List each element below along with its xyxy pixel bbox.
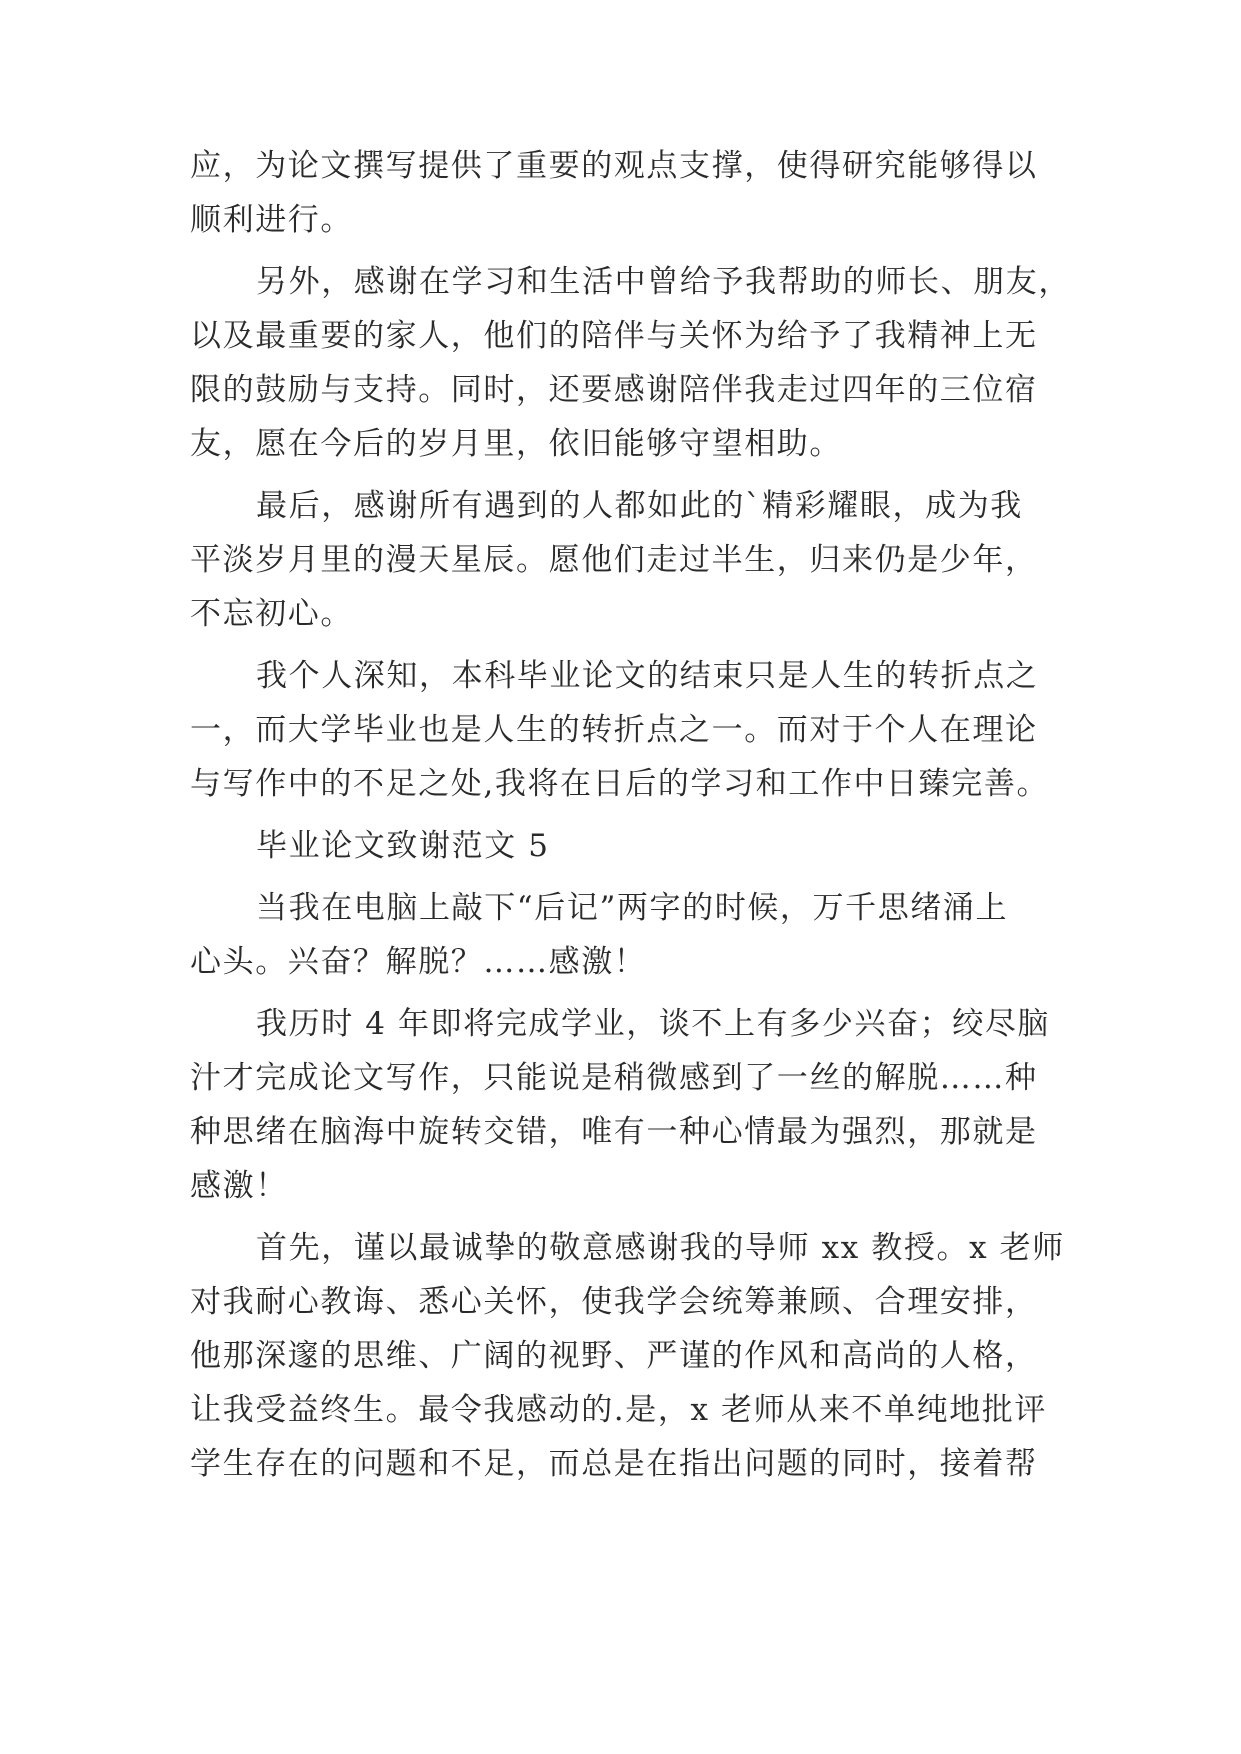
text-line: 一，而大学毕业也是人生的转折点之一。而对于个人在理论 [190, 712, 1038, 748]
paragraph-start-line: 另外，感谢在学习和生活中曾给予我帮助的师长、朋友， [256, 264, 1071, 300]
text-line: 友，愿在今后的岁月里，依旧能够守望相助。 [190, 426, 842, 462]
section-heading: 毕业论文致谢范文 5 [256, 828, 550, 864]
text-line: 对我耐心教诲、悉心关怀，使我学会统筹兼顾、合理安排， [190, 1284, 1038, 1320]
text-line: 心头。兴奋？解脱？……感激！ [190, 944, 647, 980]
text-line: 平淡岁月里的漫天星辰。愿他们走过半生，归来仍是少年， [190, 542, 1038, 578]
text-line: 学生存在的问题和不足，而总是在指出问题的同时，接着帮 [190, 1446, 1038, 1482]
text-line: 以及最重要的家人，他们的陪伴与关怀为给予了我精神上无 [190, 318, 1038, 354]
text-line: 顺利进行。 [190, 202, 353, 238]
text-line: 种思绪在脑海中旋转交错，唯有一种心情最为强烈，那就是 [190, 1114, 1038, 1150]
paragraph-start-line: 首先，谨以最诚挚的敬意感谢我的导师 xx 教授。x 老师 [256, 1230, 1065, 1266]
text-line: 他那深邃的思维、广阔的视野、严谨的作风和高尚的人格， [190, 1338, 1038, 1374]
text-line: 感激！ [190, 1168, 288, 1204]
paragraph-start-line: 最后，感谢所有遇到的人都如此的`精彩耀眼，成为我 [256, 488, 1023, 524]
text-line: 与写作中的不足之处,我将在日后的学习和工作中日臻完善。 [190, 766, 1050, 802]
paragraph-start-line: 当我在电脑上敲下“后记”两字的时候，万千思绪涌上 [256, 890, 1009, 926]
text-line: 不忘初心。 [190, 596, 353, 632]
text-line: 让我受益终生。最令我感动的.是，x 老师从来不单纯地批评 [190, 1392, 1047, 1428]
paragraph-start-line: 我个人深知，本科毕业论文的结束只是人生的转折点之 [256, 658, 1039, 694]
paragraph-start-line: 我历时 4 年即将完成学业，谈不上有多少兴奋；绞尽脑 [256, 1006, 1051, 1042]
text-line: 限的鼓励与支持。同时，还要感谢陪伴我走过四年的三位宿 [190, 372, 1038, 408]
text-line: 应，为论文撰写提供了重要的观点支撑，使得研究能够得以 [190, 148, 1038, 184]
text-line: 汁才完成论文写作，只能说是稍微感到了一丝的解脱……种 [190, 1060, 1038, 1096]
